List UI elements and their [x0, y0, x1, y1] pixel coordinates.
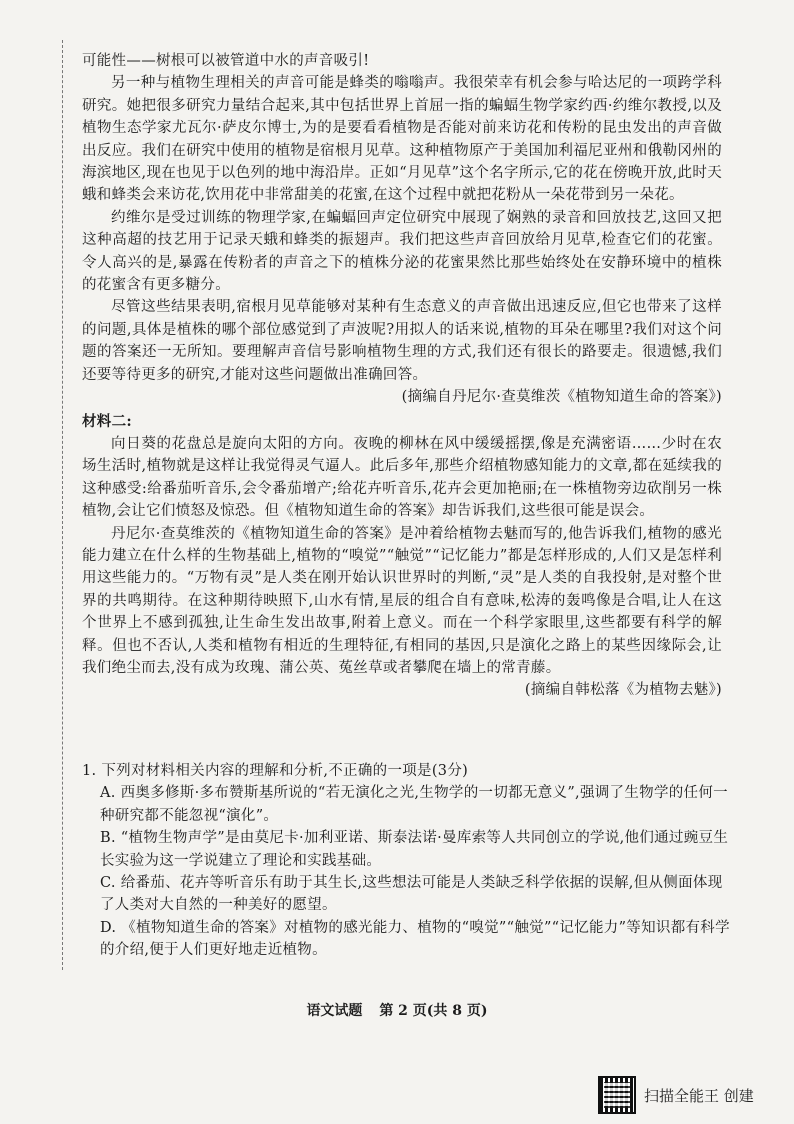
- material2-paragraph: 向日葵的花盘总是旋向太阳的方向。夜晚的柳林在风中缓缓摇摆,像是充满密语……少时在农场生活时,植物就是这样让我觉得灵气逼人。此后多年,那些介绍植物感知能力的文章,都在延续我的这种感受:给番茄听音乐,会令番茄增产;给花卉听音乐,花卉会更加艳丽;在一株植物旁边砍削另一株植物,会让它们愤怒及惊恐。但《植物知道生命的答案》却告诉我们,这些很可能是误会。: [82, 435, 722, 520]
- scanner-watermark: [598, 1075, 754, 1115]
- watermark-text: 扫描全能王 创建: [644, 1086, 754, 1105]
- material2-source: (摘编自韩松落《为植物去魅》): [524, 682, 722, 699]
- material2-paragraph: 丹尼尔·查莫维茨的《植物知道生命的答案》是冲着给植物去魅而写的,他告诉我们,植物的感光能力建立在什么样的生物基础上,植物的“嗅觉”“触觉”“记忆能力”都是怎样形成的,人们又是怎样利用这些能力的。“万物有灵”是人类在刚开始认识世界时的判断,“灵”是人类的自我投射,是对整个世界的共鸣期待。在这种期待映照下,山水有情,星辰的组合自有意味,松涛的轰鸣像是合唱,让人在这个世界上不感到孤独,让生命生发出故事,附着上意义。而在一个科学家眼里,这些都要有科学的解释。但也不否认,人类和植物有相近的生理特征,有相同的基因,只是演化之路上的某些因缘际会,让我们绝尘而去,没有成为玫瑰、蒲公英、菟丝草或者攀爬在墙上的常青藤。: [82, 525, 722, 676]
- material-text: [82, 50, 722, 702]
- question-1: [82, 760, 732, 962]
- option-b: B. “植物生物声学”是由莫尼卡·加利亚诺、斯泰法诺·曼库索等人共同创立的学说,他们通过豌豆生长实验为这一学说建立了理论和实践基础。: [100, 830, 729, 869]
- material1-paragraph: 另一种与植物生理相关的声音可能是蜂类的嗡嗡声。我很荣幸有机会参与哈达尼的一项跨学科研究。她把很多研究力量结合起来,其中包括世界上首屈一指的蝙蝠生物学家约西·约维尔教授,以及植物生态学家尤瓦尔·萨皮尔博士,为的是要看看植物是否能对前来访花和传粉的昆虫发出的声音做出反应。我们在研究中使用的植物是宿根月见草。这种植物原产于美国加利福尼亚州和俄勒冈州的海滨地区,现在也见于以色列的地中海沿岸。正如“月见草”这个名字所示,它的花在傍晚开放,此时天蛾和蜂类会来访花,饮用花中非常甜美的花蜜,在这个过程中就把花粉从一朵花带到另一朵花。: [82, 75, 722, 204]
- footer-page-number: 第 2 页(共 8 页): [379, 1003, 488, 1019]
- material1-continuation: 可能性——树根可以被管道中水的声音吸引!: [82, 53, 370, 69]
- material1-paragraph: 尽管这些结果表明,宿根月见草能够对某种有生态意义的声音做出迅速反应,但它也带来了这样的问题,具体是植株的哪个部位感觉到了声波呢?用拟人的话来说,植物的耳朵在哪里?我们对这个问题的答案还一无所知。要理解声音信号影响植物生理的方式,我们还有很长的路要走。很遗憾,我们还要等待更多的研究,才能对这些问题做出准确回答。: [82, 299, 722, 383]
- question-stem: 1. 下列对材料相关内容的理解和分析,不正确的一项是(3分): [82, 763, 469, 779]
- material1-source: (摘编自丹尼尔·查莫维茨《植物知道生命的答案》): [401, 389, 722, 406]
- page-footer: [0, 1000, 794, 1020]
- material1-paragraph: 约维尔是受过训练的物理学家,在蝙蝠回声定位研究中展现了娴熟的录音和回放技艺,这回又把这种高超的技艺用于记录天蛾和蜂类的振翅声。我们把这些声音回放给月见草,检查它们的花蜜。令人高兴的是,暴露在传粉者的声音之下的植株分泌的花蜜果然比那些始终处在安静环境中的植株的花蜜含有更多糖分。: [82, 209, 722, 294]
- footer-subject: 语文试题: [306, 1003, 363, 1019]
- option-a: A. 西奥多修斯·多布赞斯基所说的“若无演化之光,生物学的一切都无意义”,强调了生物学的任何一种研究都不能忽视“演化”。: [100, 785, 728, 824]
- option-d: D. 《植物知道生命的答案》对植物的感光能力、植物的“嗅觉”“触觉”“记忆能力”等知识都有科学的介绍,便于人们更好地走近植物。: [100, 919, 730, 959]
- option-c: C. 给番茄、花卉等听音乐有助于其生长,这些想法可能是人类缺乏科学依据的误解,但从侧面体现了人类对大自然的一种美好的愿望。: [100, 875, 723, 914]
- qr-code-icon: [598, 1076, 636, 1114]
- binding-margin-line: [62, 40, 64, 970]
- material2-heading: 材料二:: [82, 412, 133, 430]
